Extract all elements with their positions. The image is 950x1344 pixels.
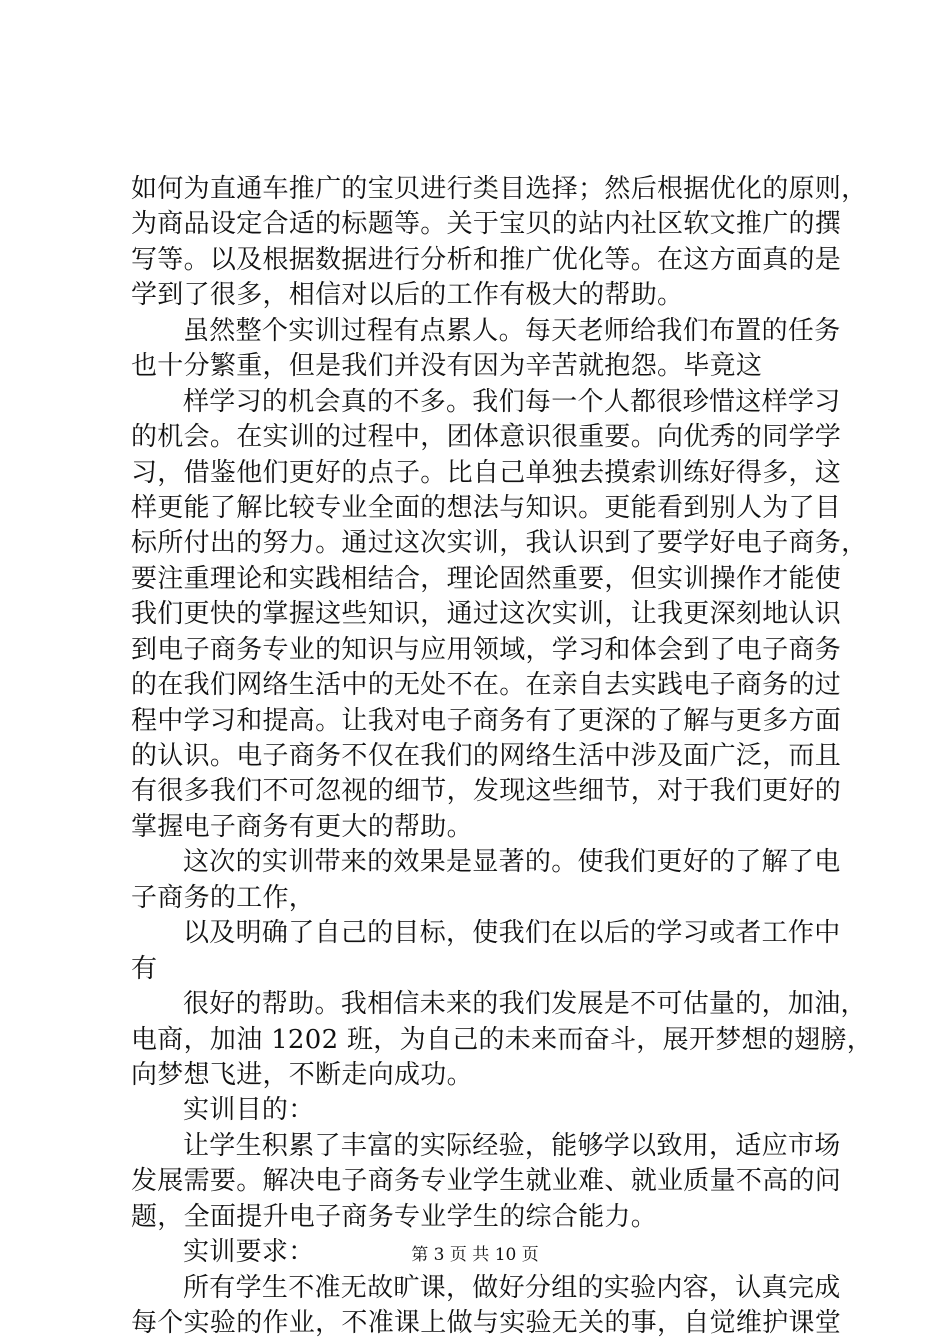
text-line: 的认识。电子商务不仅在我们的网络生活中涉及面广泛，而且 [131,741,842,771]
text-line: 实训要求： [183,1237,315,1268]
text-line: 有很多我们不可忽视的细节，发现这些细节，对于我们更好的 [131,776,842,807]
text-line: 的机会。在实训的过程中，团体意识很重要。向优秀的同学学 [131,422,842,453]
text-line: 很好的帮助。我相信未来的我们发展是不可估量的，加油， [183,989,867,1020]
text-line: 子商务的工作， [131,882,316,913]
text-line: 也十分繁重，但是我们并没有因为辛苦就抱怨。毕竟这 [131,351,763,382]
text-line: 有 [131,953,158,984]
text-line: 这次的实训带来的效果是显著的。使我们更好的了解了电 [183,847,841,878]
text-line: 以及明确了自己的目标，使我们在以后的学习或者工作中 [183,918,841,949]
text-line: 习，借鉴他们更好的点子。比自己单独去摸索训练好得多，这 [131,457,842,488]
text-line: 让学生积累了丰富的实际经验，能够学以致用，适应市场 [183,1130,841,1161]
text-line: 所有学生不准无故旷课，做好分组的实验内容，认真完成 [183,1272,841,1303]
text-line: 为商品设定合适的标题等。关于宝贝的站内社区软文推广的撰 [131,209,842,240]
text-line: 虽然整个实训过程有点累人。每天老师给我们布置的任务 [183,315,841,346]
text-line: 程中学习和提高。让我对电子商务有了更深的了解与更多方面 [131,705,842,736]
document-body [131,172,873,1341]
text-line: 每个实验的作业，不准课上做与实验无关的事，自觉维护课堂 [131,1308,842,1338]
text-line: 写等。以及根据数据进行分析和推广优化等。在这方面真的是 [131,244,842,275]
text-line: 学到了很多，相信对以后的工作有极大的帮助。 [131,280,684,311]
text-line: 题，全面提升电子商务专业学生的综合能力。 [131,1201,658,1232]
text-line: 我们更快的掌握这些知识，通过这次实训，让我更深刻地认识 [131,599,842,630]
text-line: 如何为直通车推广的宝贝进行类目选择；然后根据优化的原则， [131,174,868,204]
text-line: 到电子商务专业的知识与应用领域，学习和体会到了电子商务 [131,634,842,665]
text-line: 标所付出的努力。通过这次实训，我认识到了要学好电子商务， [131,528,868,559]
text-line: 样更能了解比较专业全面的想法与知识。更能看到别人为了目 [131,492,842,523]
text-line: 向梦想飞进，不断走向成功。 [131,1059,473,1090]
page-number-footer: 第 3 页 共 10 页 [411,1245,539,1265]
text-line: 发展需要。解决电子商务专业学生就业难、就业质量不高的问 [131,1166,842,1197]
text-line: 电商，加油 1202 班，为自己的未来而奋斗，展开梦想的翅膀， [131,1024,873,1055]
text-line: 样学习的机会真的不多。我们每一个人都很珍惜这样学习 [183,386,841,417]
text-line: 掌握电子商务有更大的帮助。 [131,811,473,842]
text-line: 要注重理论和实践相结合，理论固然重要，但实训操作才能使 [131,563,842,594]
text-line: 的在我们网络生活中的无处不在。在亲自去实践电子商务的过 [131,670,842,701]
text-line: 实训目的： [183,1095,315,1126]
